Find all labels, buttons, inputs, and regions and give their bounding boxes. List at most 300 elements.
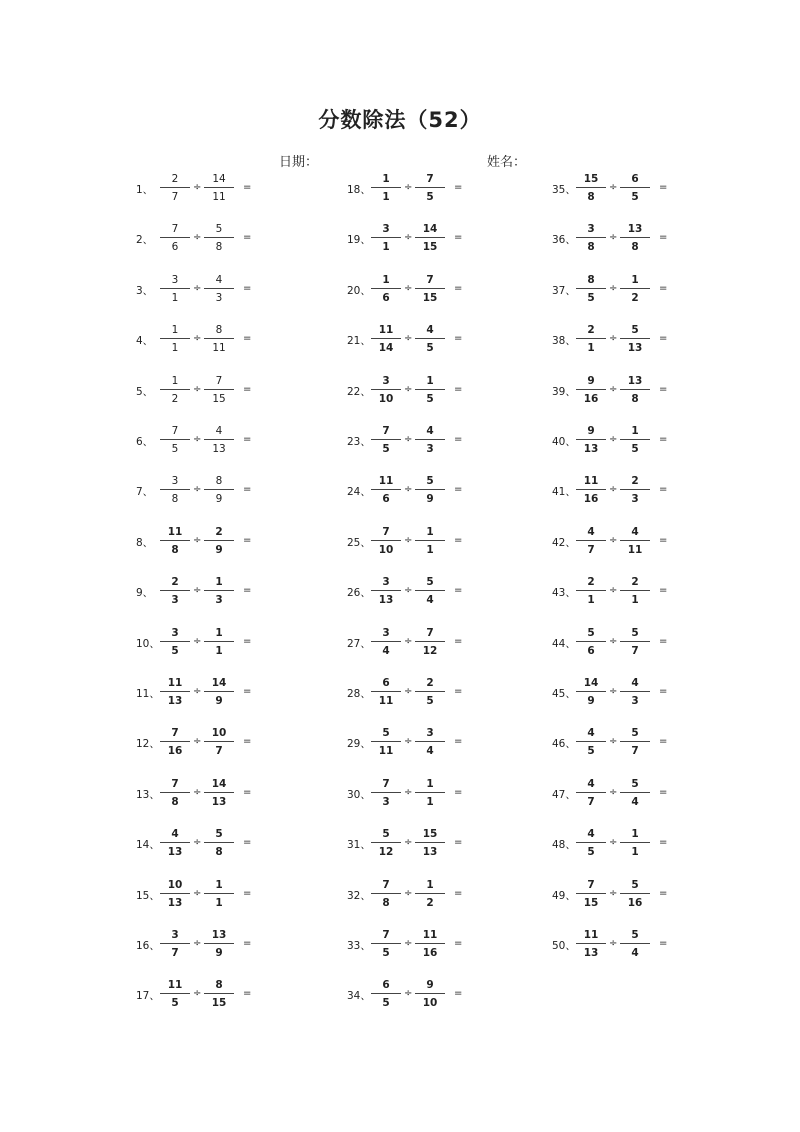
problem-item xyxy=(347,424,547,458)
numerator: 14 xyxy=(211,777,227,790)
numerator: 7 xyxy=(426,626,434,639)
problem-item xyxy=(552,424,752,458)
fraction-bar xyxy=(160,842,190,843)
fraction-bar xyxy=(415,741,445,742)
numerator: 6 xyxy=(382,979,390,992)
numerator: 10 xyxy=(167,878,183,891)
divide-sign: ÷ xyxy=(609,383,618,395)
divide-sign: ÷ xyxy=(193,837,202,849)
problem-number: 17、 xyxy=(136,990,160,1003)
denominator: 4 xyxy=(426,745,434,758)
divide-sign: ÷ xyxy=(609,686,618,697)
problem-number: 7、 xyxy=(136,486,154,499)
problem-number: 43、 xyxy=(552,587,576,600)
denominator: 13 xyxy=(583,443,599,455)
problem-number: 28、 xyxy=(347,688,371,700)
page-title: 分数除法（52） xyxy=(318,108,482,132)
problem-number: 10、 xyxy=(136,637,160,650)
equals-sign: = xyxy=(243,282,252,294)
numerator: 5 xyxy=(631,626,639,639)
denominator: 4 xyxy=(631,947,639,959)
equals-sign: = xyxy=(659,938,668,949)
dividend-fraction xyxy=(576,726,606,758)
problem-number: 22、 xyxy=(347,385,371,398)
numerator: 11 xyxy=(378,475,394,488)
fraction-bar xyxy=(415,792,445,793)
dividend-fraction xyxy=(371,928,401,960)
divide-sign: ÷ xyxy=(609,232,618,244)
divisor-fraction xyxy=(415,777,445,809)
numerator: 4 xyxy=(215,425,223,437)
fraction-bar xyxy=(576,590,606,591)
numerator: 14 xyxy=(211,677,227,689)
denominator: 8 xyxy=(171,493,179,506)
dividend-fraction xyxy=(160,323,190,355)
numerator: 9 xyxy=(426,979,434,992)
numerator: 1 xyxy=(382,273,390,286)
fraction-bar xyxy=(371,691,401,692)
equals-sign: = xyxy=(454,182,463,193)
equals-sign: = xyxy=(454,887,463,899)
denominator: 3 xyxy=(171,594,179,607)
denominator: 1 xyxy=(631,846,639,859)
divide-sign: ÷ xyxy=(193,887,202,899)
numerator: 1 xyxy=(426,777,434,790)
problem-item xyxy=(347,474,547,508)
divide-sign: ÷ xyxy=(193,383,202,395)
denominator: 5 xyxy=(631,191,639,203)
denominator: 5 xyxy=(587,846,595,859)
problem-number: 49、 xyxy=(552,889,576,902)
dividend-fraction xyxy=(576,827,606,859)
numerator: 3 xyxy=(171,929,179,941)
problem-item xyxy=(347,676,547,710)
denominator: 9 xyxy=(215,947,223,959)
problem-item xyxy=(552,626,752,660)
equals-sign: = xyxy=(243,182,252,193)
fraction-bar xyxy=(160,338,190,339)
denominator: 9 xyxy=(215,695,223,707)
numerator: 7 xyxy=(215,374,223,387)
dividend-fraction xyxy=(371,676,401,708)
problem-item xyxy=(347,928,547,962)
fraction-bar xyxy=(160,540,190,541)
equals-sign: = xyxy=(659,887,668,899)
fraction-bar xyxy=(415,993,445,994)
problem-item xyxy=(136,626,336,660)
fraction-bar xyxy=(576,338,606,339)
problem-number: 14、 xyxy=(136,839,160,852)
denominator: 3 xyxy=(426,443,434,455)
problem-number: 36、 xyxy=(552,234,576,247)
divisor-fraction xyxy=(620,525,650,557)
fraction-bar xyxy=(576,237,606,238)
numerator: 4 xyxy=(426,425,434,437)
numerator: 1 xyxy=(426,525,434,538)
problem-item xyxy=(552,222,752,256)
numerator: 3 xyxy=(382,576,390,589)
numerator: 5 xyxy=(215,223,223,236)
divisor-fraction xyxy=(204,878,234,910)
numerator: 3 xyxy=(426,727,434,740)
divisor-fraction xyxy=(415,374,445,406)
divisor-fraction xyxy=(620,827,650,859)
equals-sign: = xyxy=(243,484,252,496)
divisor-fraction xyxy=(620,424,650,456)
denominator: 1 xyxy=(215,644,223,657)
fraction-bar xyxy=(620,943,650,944)
divide-sign: ÷ xyxy=(193,434,202,445)
fraction-bar xyxy=(204,691,234,692)
equals-sign: = xyxy=(243,786,252,798)
equals-sign: = xyxy=(243,686,252,697)
dividend-fraction xyxy=(160,827,190,859)
problem-number: 34、 xyxy=(347,990,371,1003)
divide-sign: ÷ xyxy=(404,736,413,748)
numerator: 7 xyxy=(426,273,434,286)
denominator: 12 xyxy=(422,644,438,657)
fraction-bar xyxy=(204,389,234,390)
numerator: 1 xyxy=(631,828,639,841)
problem-number: 5、 xyxy=(136,385,154,398)
denominator: 5 xyxy=(587,745,595,758)
denominator: 11 xyxy=(212,191,226,203)
problem-item xyxy=(552,323,752,357)
divisor-fraction xyxy=(620,323,650,355)
problem-number: 42、 xyxy=(552,536,576,549)
fraction-bar xyxy=(160,288,190,289)
divisor-fraction xyxy=(204,273,234,305)
fraction-bar xyxy=(371,842,401,843)
denominator: 1 xyxy=(382,191,390,203)
denominator: 3 xyxy=(631,493,639,506)
divisor-fraction xyxy=(204,424,234,456)
divide-sign: ÷ xyxy=(193,282,202,294)
numerator: 7 xyxy=(382,878,390,891)
numerator: 7 xyxy=(382,425,390,437)
equals-sign: = xyxy=(659,686,668,697)
equals-sign: = xyxy=(659,232,668,244)
fraction-bar xyxy=(620,237,650,238)
divide-sign: ÷ xyxy=(404,383,413,395)
problem-number: 21、 xyxy=(347,335,371,348)
numerator: 14 xyxy=(212,173,226,185)
problem-item xyxy=(552,676,752,710)
fraction-bar xyxy=(160,993,190,994)
dividend-fraction xyxy=(371,172,401,204)
equals-sign: = xyxy=(659,484,668,496)
dividend-fraction xyxy=(576,525,606,557)
problem-number: 46、 xyxy=(552,738,576,751)
divide-sign: ÷ xyxy=(404,484,413,496)
fraction-bar xyxy=(371,943,401,944)
dividend-fraction xyxy=(371,827,401,859)
divisor-fraction xyxy=(620,172,650,204)
denominator: 16 xyxy=(583,392,599,405)
divide-sign: ÷ xyxy=(404,434,413,445)
problem-item xyxy=(136,928,336,962)
numerator: 2 xyxy=(171,576,179,589)
problem-item xyxy=(347,827,547,861)
fraction-bar xyxy=(204,641,234,642)
dividend-fraction xyxy=(576,222,606,254)
problem-item xyxy=(552,928,752,962)
fraction-bar xyxy=(620,288,650,289)
denominator: 1 xyxy=(587,594,595,607)
denominator: 7 xyxy=(171,947,179,959)
equals-sign: = xyxy=(243,837,252,849)
denominator: 13 xyxy=(583,947,599,959)
divisor-fraction xyxy=(204,676,234,708)
numerator: 3 xyxy=(171,475,179,488)
equals-sign: = xyxy=(454,232,463,244)
numerator: 2 xyxy=(215,525,223,538)
problem-item xyxy=(136,777,336,811)
dividend-fraction xyxy=(576,575,606,607)
dividend-fraction xyxy=(371,323,401,355)
fraction-bar xyxy=(204,237,234,238)
fraction-bar xyxy=(576,389,606,390)
problem-number: 25、 xyxy=(347,536,371,549)
dividend-fraction xyxy=(160,424,190,456)
problem-item xyxy=(347,575,547,609)
dividend-fraction xyxy=(160,676,190,708)
denominator: 1 xyxy=(426,543,434,556)
name-label: 姓名： xyxy=(487,155,527,170)
numerator: 11 xyxy=(583,475,599,488)
divisor-fraction xyxy=(204,978,234,1010)
problem-item xyxy=(136,525,336,559)
denominator: 13 xyxy=(211,795,227,808)
divisor-fraction xyxy=(620,374,650,406)
fraction-bar xyxy=(576,288,606,289)
denominator: 16 xyxy=(627,896,643,909)
numerator: 5 xyxy=(587,626,595,639)
numerator: 7 xyxy=(382,929,390,941)
denominator: 7 xyxy=(215,745,223,758)
denominator: 2 xyxy=(171,392,179,405)
divide-sign: ÷ xyxy=(609,635,618,647)
fraction-bar xyxy=(415,288,445,289)
denominator: 7 xyxy=(631,644,639,657)
dividend-fraction xyxy=(576,777,606,809)
denominator: 9 xyxy=(215,493,223,506)
numerator: 9 xyxy=(587,374,595,387)
denominator: 1 xyxy=(171,291,179,304)
numerator: 3 xyxy=(382,626,390,639)
problem-number: 24、 xyxy=(347,486,371,499)
fraction-bar xyxy=(620,691,650,692)
divide-sign: ÷ xyxy=(404,182,413,193)
problem-item xyxy=(136,676,336,710)
dividend-fraction xyxy=(371,777,401,809)
numerator: 6 xyxy=(382,677,390,689)
fraction-bar xyxy=(204,893,234,894)
problem-number: 19、 xyxy=(347,234,371,247)
divide-sign: ÷ xyxy=(609,938,618,949)
fraction-bar xyxy=(371,439,401,440)
numerator: 13 xyxy=(211,929,227,941)
divide-sign: ÷ xyxy=(193,988,202,1000)
denominator: 5 xyxy=(171,644,179,657)
fraction-bar xyxy=(576,187,606,188)
numerator: 5 xyxy=(382,828,390,841)
equals-sign: = xyxy=(659,635,668,647)
denominator: 5 xyxy=(426,695,434,707)
numerator: 8 xyxy=(587,273,595,286)
numerator: 1 xyxy=(426,878,434,891)
dividend-fraction xyxy=(371,374,401,406)
problem-number: 44、 xyxy=(552,637,576,650)
problem-number: 39、 xyxy=(552,385,576,398)
denominator: 6 xyxy=(382,493,390,506)
fraction-bar xyxy=(576,691,606,692)
denominator: 7 xyxy=(587,543,595,556)
divisor-fraction xyxy=(204,374,234,406)
equals-sign: = xyxy=(659,736,668,748)
divisor-fraction xyxy=(415,222,445,254)
problem-number: 15、 xyxy=(136,889,160,902)
fraction-bar xyxy=(160,237,190,238)
denominator: 1 xyxy=(426,795,434,808)
dividend-fraction xyxy=(576,676,606,708)
denominator: 6 xyxy=(382,291,390,304)
fraction-bar xyxy=(576,641,606,642)
fraction-bar xyxy=(576,842,606,843)
numerator: 1 xyxy=(215,576,223,589)
problem-item xyxy=(347,726,547,760)
numerator: 4 xyxy=(215,273,223,286)
denominator: 13 xyxy=(167,695,183,707)
numerator: 5 xyxy=(215,828,223,841)
dividend-fraction xyxy=(160,474,190,506)
problem-number: 41、 xyxy=(552,486,576,499)
denominator: 4 xyxy=(631,795,639,808)
problem-item xyxy=(347,222,547,256)
equals-sign: = xyxy=(659,182,668,193)
numerator: 5 xyxy=(631,878,639,891)
date-label: 日期： xyxy=(279,155,319,170)
divide-sign: ÷ xyxy=(404,988,413,1000)
denominator: 5 xyxy=(171,997,179,1010)
fraction-bar xyxy=(204,741,234,742)
problem-item xyxy=(136,172,336,206)
denominator: 8 xyxy=(631,241,639,254)
divisor-fraction xyxy=(204,777,234,809)
problem-number: 2、 xyxy=(136,234,154,247)
equals-sign: = xyxy=(243,635,252,647)
denominator: 11 xyxy=(212,342,226,355)
problem-item xyxy=(347,323,547,357)
divide-sign: ÷ xyxy=(404,333,413,345)
numerator: 2 xyxy=(631,475,639,488)
fraction-bar xyxy=(160,439,190,440)
fraction-bar xyxy=(415,540,445,541)
numerator: 2 xyxy=(587,324,595,337)
numerator: 14 xyxy=(422,223,438,236)
equals-sign: = xyxy=(454,333,463,345)
dividend-fraction xyxy=(576,374,606,406)
fraction-bar xyxy=(415,842,445,843)
numerator: 4 xyxy=(587,525,595,538)
dividend-fraction xyxy=(371,575,401,607)
divisor-fraction xyxy=(204,474,234,506)
equals-sign: = xyxy=(454,585,463,597)
denominator: 3 xyxy=(215,291,223,304)
denominator: 5 xyxy=(382,947,390,959)
numerator: 7 xyxy=(171,777,179,790)
numerator: 5 xyxy=(631,324,639,337)
denominator: 8 xyxy=(587,191,595,203)
denominator: 9 xyxy=(587,695,595,707)
numerator: 2 xyxy=(426,677,434,689)
divide-sign: ÷ xyxy=(404,635,413,647)
problem-number: 29、 xyxy=(347,738,371,751)
fraction-bar xyxy=(576,489,606,490)
numerator: 3 xyxy=(171,626,179,639)
denominator: 8 xyxy=(587,241,595,254)
denominator: 5 xyxy=(171,443,179,455)
fraction-bar xyxy=(415,691,445,692)
divide-sign: ÷ xyxy=(404,534,413,546)
fraction-bar xyxy=(204,489,234,490)
fraction-bar xyxy=(576,943,606,944)
fraction-bar xyxy=(204,288,234,289)
fraction-bar xyxy=(576,540,606,541)
problem-item xyxy=(552,726,752,760)
problem-item xyxy=(347,878,547,912)
denominator: 15 xyxy=(422,241,438,254)
numerator: 7 xyxy=(587,878,595,891)
divisor-fraction xyxy=(204,575,234,607)
dividend-fraction xyxy=(160,626,190,658)
dividend-fraction xyxy=(371,222,401,254)
problem-number: 4、 xyxy=(136,335,154,348)
fraction-bar xyxy=(204,842,234,843)
fraction-bar xyxy=(415,590,445,591)
equals-sign: = xyxy=(454,786,463,798)
equals-sign: = xyxy=(454,686,463,697)
fraction-bar xyxy=(620,540,650,541)
divide-sign: ÷ xyxy=(404,232,413,244)
problem-item xyxy=(347,273,547,307)
divide-sign: ÷ xyxy=(193,182,202,193)
denominator: 13 xyxy=(378,594,394,607)
denominator: 2 xyxy=(426,896,434,909)
numerator: 7 xyxy=(171,223,179,236)
fraction-bar xyxy=(204,540,234,541)
denominator: 11 xyxy=(378,745,394,758)
denominator: 13 xyxy=(212,443,226,455)
equals-sign: = xyxy=(454,434,463,445)
divisor-fraction xyxy=(620,273,650,305)
problem-item xyxy=(136,273,336,307)
problem-number: 16、 xyxy=(136,940,160,952)
equals-sign: = xyxy=(659,837,668,849)
divide-sign: ÷ xyxy=(193,786,202,798)
dividend-fraction xyxy=(160,878,190,910)
denominator: 9 xyxy=(215,543,223,556)
problem-number: 38、 xyxy=(552,335,576,348)
fraction-bar xyxy=(204,792,234,793)
dividend-fraction xyxy=(576,424,606,456)
fraction-bar xyxy=(160,893,190,894)
dividend-fraction xyxy=(371,978,401,1010)
denominator: 5 xyxy=(426,191,434,203)
numerator: 8 xyxy=(215,475,223,488)
equals-sign: = xyxy=(454,484,463,496)
fraction-bar xyxy=(620,641,650,642)
